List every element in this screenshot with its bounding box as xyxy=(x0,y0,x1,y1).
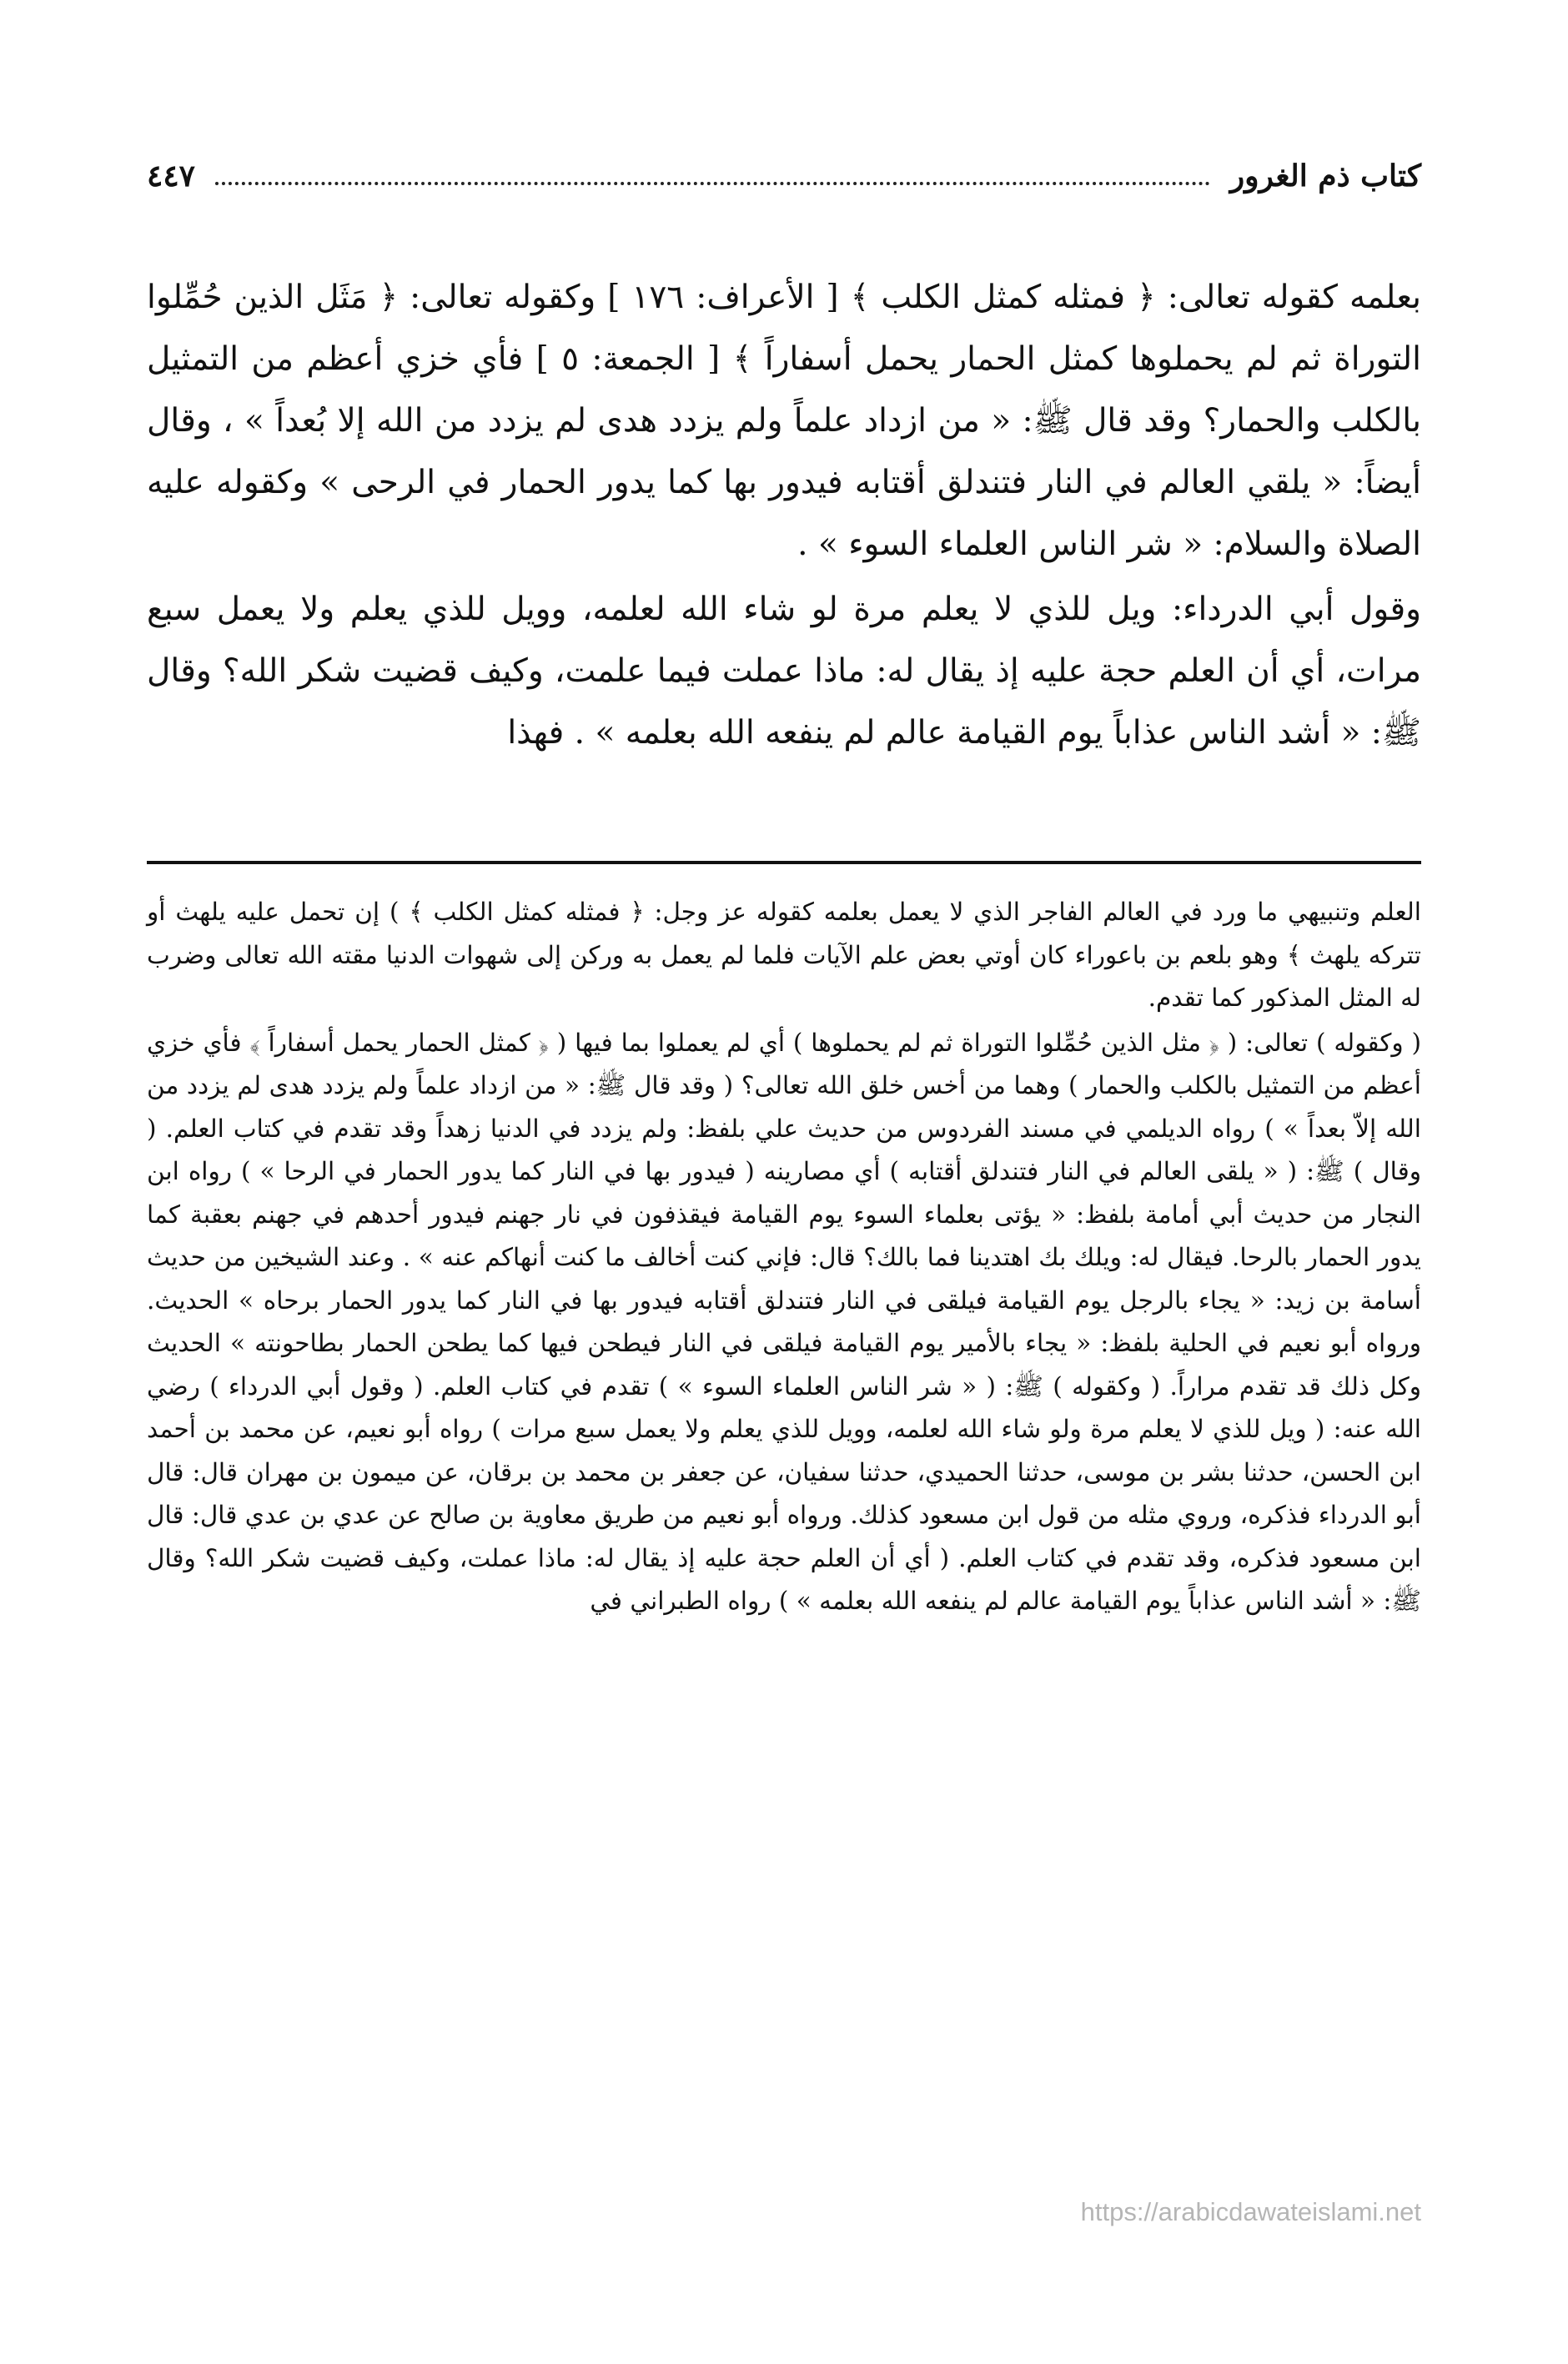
main-paragraph-2: وقول أبي الدرداء: ويل للذي لا يعلم مرة لو شاء الله لعلمه، وويل للذي يعلم ولا يعمل سبع مرات، أي أن العلم حجة عليه إذ يقال له: ماذا عملت فيما علمت، وكيف قضيت شكر الله؟ وقال ﷺ: « أشد الناس عذاباً يوم القيامة عالم لم ينفعه الله بعلمه » . فهذا xyxy=(147,591,1421,752)
commentary-text xyxy=(147,891,1421,1625)
book-title: كتاب ذم الغرور xyxy=(1229,158,1421,194)
page-number: ٤٤٧ xyxy=(147,158,196,194)
running-header xyxy=(147,147,1421,205)
website-watermark: https://arabicdawateislami.net xyxy=(1080,2197,1421,2226)
commentary-paragraph-1: العلم وتنبيهي ما ورد في العالم الفاجر الذي لا يعمل بعلمه كقوله عز وجل: ﴿ فمثله كمثل الكلب ﴾ ) إن تحمل عليه يلهث أو تتركه يلهث ﴾ وهو بلعم بن باعوراء كان أوتي بعض علم الآيات فلما لم يعمل به وركن إلى شهوات الدنيا مقته الله تعالى وضرب له المثل المذكور كما تقدم. xyxy=(147,898,1421,1012)
main-text xyxy=(147,267,1421,767)
main-paragraph-1: بعلمه كقوله تعالى: ﴿ فمثله كمثل الكلب ﴾ [ الأعراف: ١٧٦ ] وكقوله تعالى: ﴿ مَثَل الذين حُمِّلوا التوراة ثم لم يحملوها كمثل الحمار يحمل أسفاراً ﴾ [ الجمعة: ٥ ] فأي خزي أعظم من التمثيل بالكلب والحمار؟ وقد قال ﷺ: « من ازداد علماً ولم يزدد هدى لم يزدد من الله إلا بُعداً » ، وقال أيضاً: « يلقي العالم في النار فتندلق أقتابه فيدور بها كما يدور الحمار في الرحى » وكقوله عليه الصلاة والسلام: « شر الناس العلماء السوء » . xyxy=(147,279,1421,563)
footnote-separator xyxy=(147,861,1421,864)
header-dot-leader xyxy=(215,182,1210,185)
commentary-paragraph-2: ( وكقوله ) تعالى: ( ﴿ مثل الذين حُمِّلوا التوراة ثم لم يحملوها ) أي لم يعملوا بما فيها ( ﴿ كمثل الحمار يحمل أسفاراً ﴾ فأي خزي أعظم من التمثيل بالكلب والحمار ) وهما من أخس خلق الله تعالى؟ ( وقد قال ﷺ: « من ازداد علماً ولم يزدد هدى لم يزدد من الله إلاّ بعداً » ) رواه الديلمي في مسند الفردوس من حديث علي بلفظ: ولم يزدد في الدنيا زهداً وقد تقدم في كتاب العلم. ( وقال ) ﷺ: ( « يلقى العالم في النار فتندلق أقتابه ) أي مصارينه ( فيدور بها في النار كما يدور الحمار في الرحا » ) رواه ابن النجار من حديث أبي أمامة بلفظ: « يؤتى بعلماء السوء يوم القيامة فيقذفون في نار جهنم فيدور أحدهم في جهنم بعقبة كما يدور الحمار بالرحا. فيقال له: ويلك بك اهتدينا فما بالك؟ قال: فإني كنت أخالف ما كنت أنهاكم عنه » . وعند الشيخين من حديث أسامة بن زيد: « يجاء بالرجل يوم القيامة فيلقى في النار فتندلق أقتابه فيدور بها في النار كما يدور الحمار برحاه » الحديث. ورواه أبو نعيم في الحلية بلفظ: « يجاء بالأمير يوم القيامة فيلقى في النار فيطحن فيها كما يطحن الحمار بطاحونته » الحديث وكل ذلك قد تقدم مراراً. ( وكقوله ) ﷺ: ( « شر الناس العلماء السوء » ) تقدم في كتاب العلم. ( وقول أبي الدرداء ) رضي الله عنه: ( ويل للذي لا يعلم مرة ولو شاء الله لعلمه، وويل للذي يعلم ولا يعمل سبع مرات ) رواه أبو نعيم، عن محمد بن أحمد ابن الحسن، حدثنا بشر بن موسى، حدثنا الحميدي، حدثنا سفيان، عن جعفر بن محمد بن برقان، عن ميمون بن مهران قال: قال أبو الدرداء فذكره، وروي مثله من قول ابن مسعود كذلك. ورواه أبو نعيم من طريق معاوية بن صالح عن عدي بن عدي قال: قال ابن مسعود فذكره، وقد تقدم في كتاب العلم. ( أي أن العلم حجة عليه إذ يقال له: ماذا عملت، وكيف قضيت شكر الله؟ وقال ﷺ: « أشد الناس عذاباً يوم القيامة عالم لم ينفعه الله بعلمه » ) رواه الطبراني في xyxy=(147,1028,1421,1615)
